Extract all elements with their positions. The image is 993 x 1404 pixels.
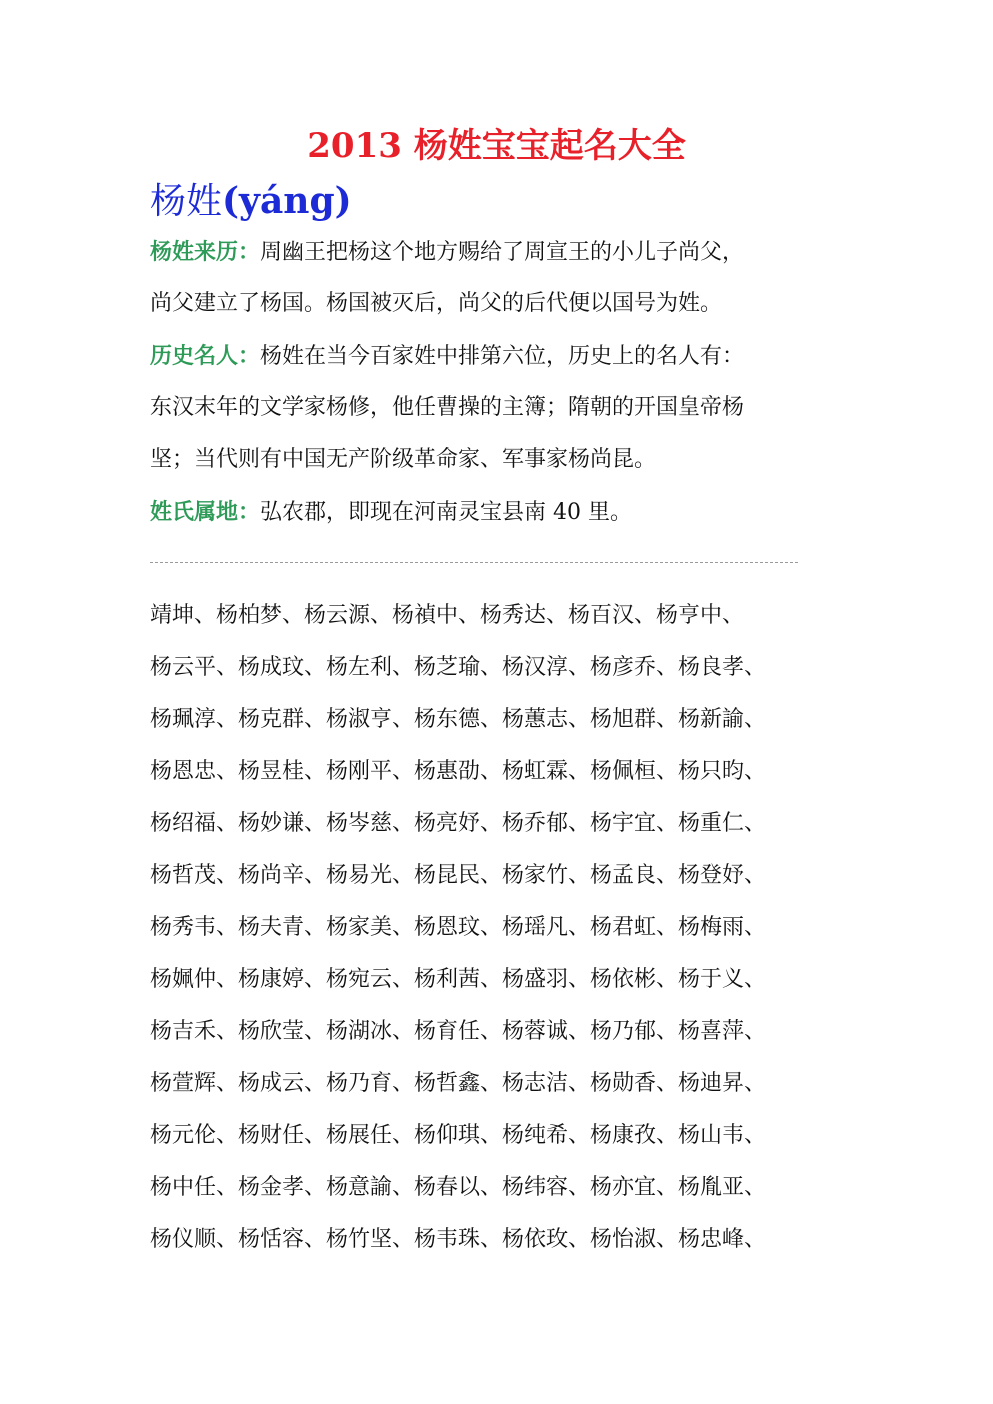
name-row: 杨吉禾、杨欣莹、杨湖冰、杨育任、杨蓉诚、杨乃郁、杨喜萍、 bbox=[150, 1019, 767, 1044]
name-row: 杨元伦、杨财任、杨展任、杨仰琪、杨纯希、杨康孜、杨山韦、 bbox=[150, 1123, 767, 1148]
document-title: 2013 杨姓宝宝起名大全 bbox=[307, 126, 686, 166]
name-row: 杨珮淳、杨克群、杨淑亨、杨东德、杨蕙志、杨旭群、杨新諭、 bbox=[150, 707, 767, 732]
name-row: 杨仪顺、杨恬容、杨竹坚、杨韦珠、杨依玫、杨怡淑、杨忠峰、 bbox=[150, 1227, 767, 1252]
famous-text-line3: 坚；当代则有中国无产阶级革命家、军事家杨尚昆。 bbox=[150, 447, 657, 472]
name-row: 靖坤、杨柏梦、杨云源、杨禎中、杨秀达、杨百汉、杨亨中、 bbox=[150, 603, 745, 628]
surname-heading bbox=[150, 178, 352, 225]
name-row: 杨哲茂、杨尚辛、杨易光、杨昆民、杨家竹、杨孟良、杨登妤、 bbox=[150, 863, 767, 888]
place-paragraph bbox=[150, 486, 850, 539]
famous-paragraph-line1 bbox=[150, 330, 850, 383]
name-row: 杨云平、杨成玟、杨左利、杨芝瑜、杨汉淳、杨彦乔、杨良孝、 bbox=[150, 655, 767, 680]
famous-text-line2: 东汉末年的文学家杨修，他任曹操的主簿；隋朝的开国皇帝杨 bbox=[150, 395, 745, 420]
origin-text-line2: 尚父建立了杨国。杨国被灭后，尚父的后代便以国号为姓。 bbox=[150, 291, 723, 316]
name-row: 杨秀韦、杨夫青、杨家美、杨恩玟、杨瑶凡、杨君虹、杨梅雨、 bbox=[150, 915, 767, 940]
surname-pinyin: (yáng) bbox=[222, 180, 352, 222]
name-list bbox=[150, 590, 850, 1266]
origin-paragraph-line1 bbox=[150, 226, 850, 279]
name-row: 杨萱辉、杨成云、杨乃育、杨哲鑫、杨志洁、杨勋香、杨迪昇、 bbox=[150, 1071, 767, 1096]
place-label: 姓氏属地： bbox=[150, 499, 261, 525]
famous-text-line1: 杨姓在当今百家姓中排第六位，历史上的名人有： bbox=[260, 344, 745, 369]
famous-label: 历史名人： bbox=[150, 343, 261, 369]
origin-label: 杨姓来历： bbox=[150, 239, 261, 265]
name-row: 杨中任、杨金孝、杨意諭、杨春以、杨纬容、杨亦宜、杨胤亚、 bbox=[150, 1175, 767, 1200]
name-row: 杨姵仲、杨康婷、杨宛云、杨利茜、杨盛羽、杨依彬、杨于义、 bbox=[150, 967, 767, 992]
surname-han: 杨姓 bbox=[150, 181, 223, 222]
origin-text-line1: 周幽王把杨这个地方赐给了周宣王的小儿子尚父， bbox=[260, 240, 745, 265]
place-text-line1: 弘农郡，即现在河南灵宝县南 40 里。 bbox=[260, 500, 632, 525]
name-row: 杨绍福、杨妙谦、杨岑慈、杨亮妤、杨乔郁、杨宇宜、杨重仁、 bbox=[150, 811, 767, 836]
name-row: 杨恩忠、杨昱桂、杨刚平、杨惠劭、杨虹霖、杨佩桓、杨只昀、 bbox=[150, 759, 767, 784]
dashed-divider bbox=[150, 562, 798, 563]
